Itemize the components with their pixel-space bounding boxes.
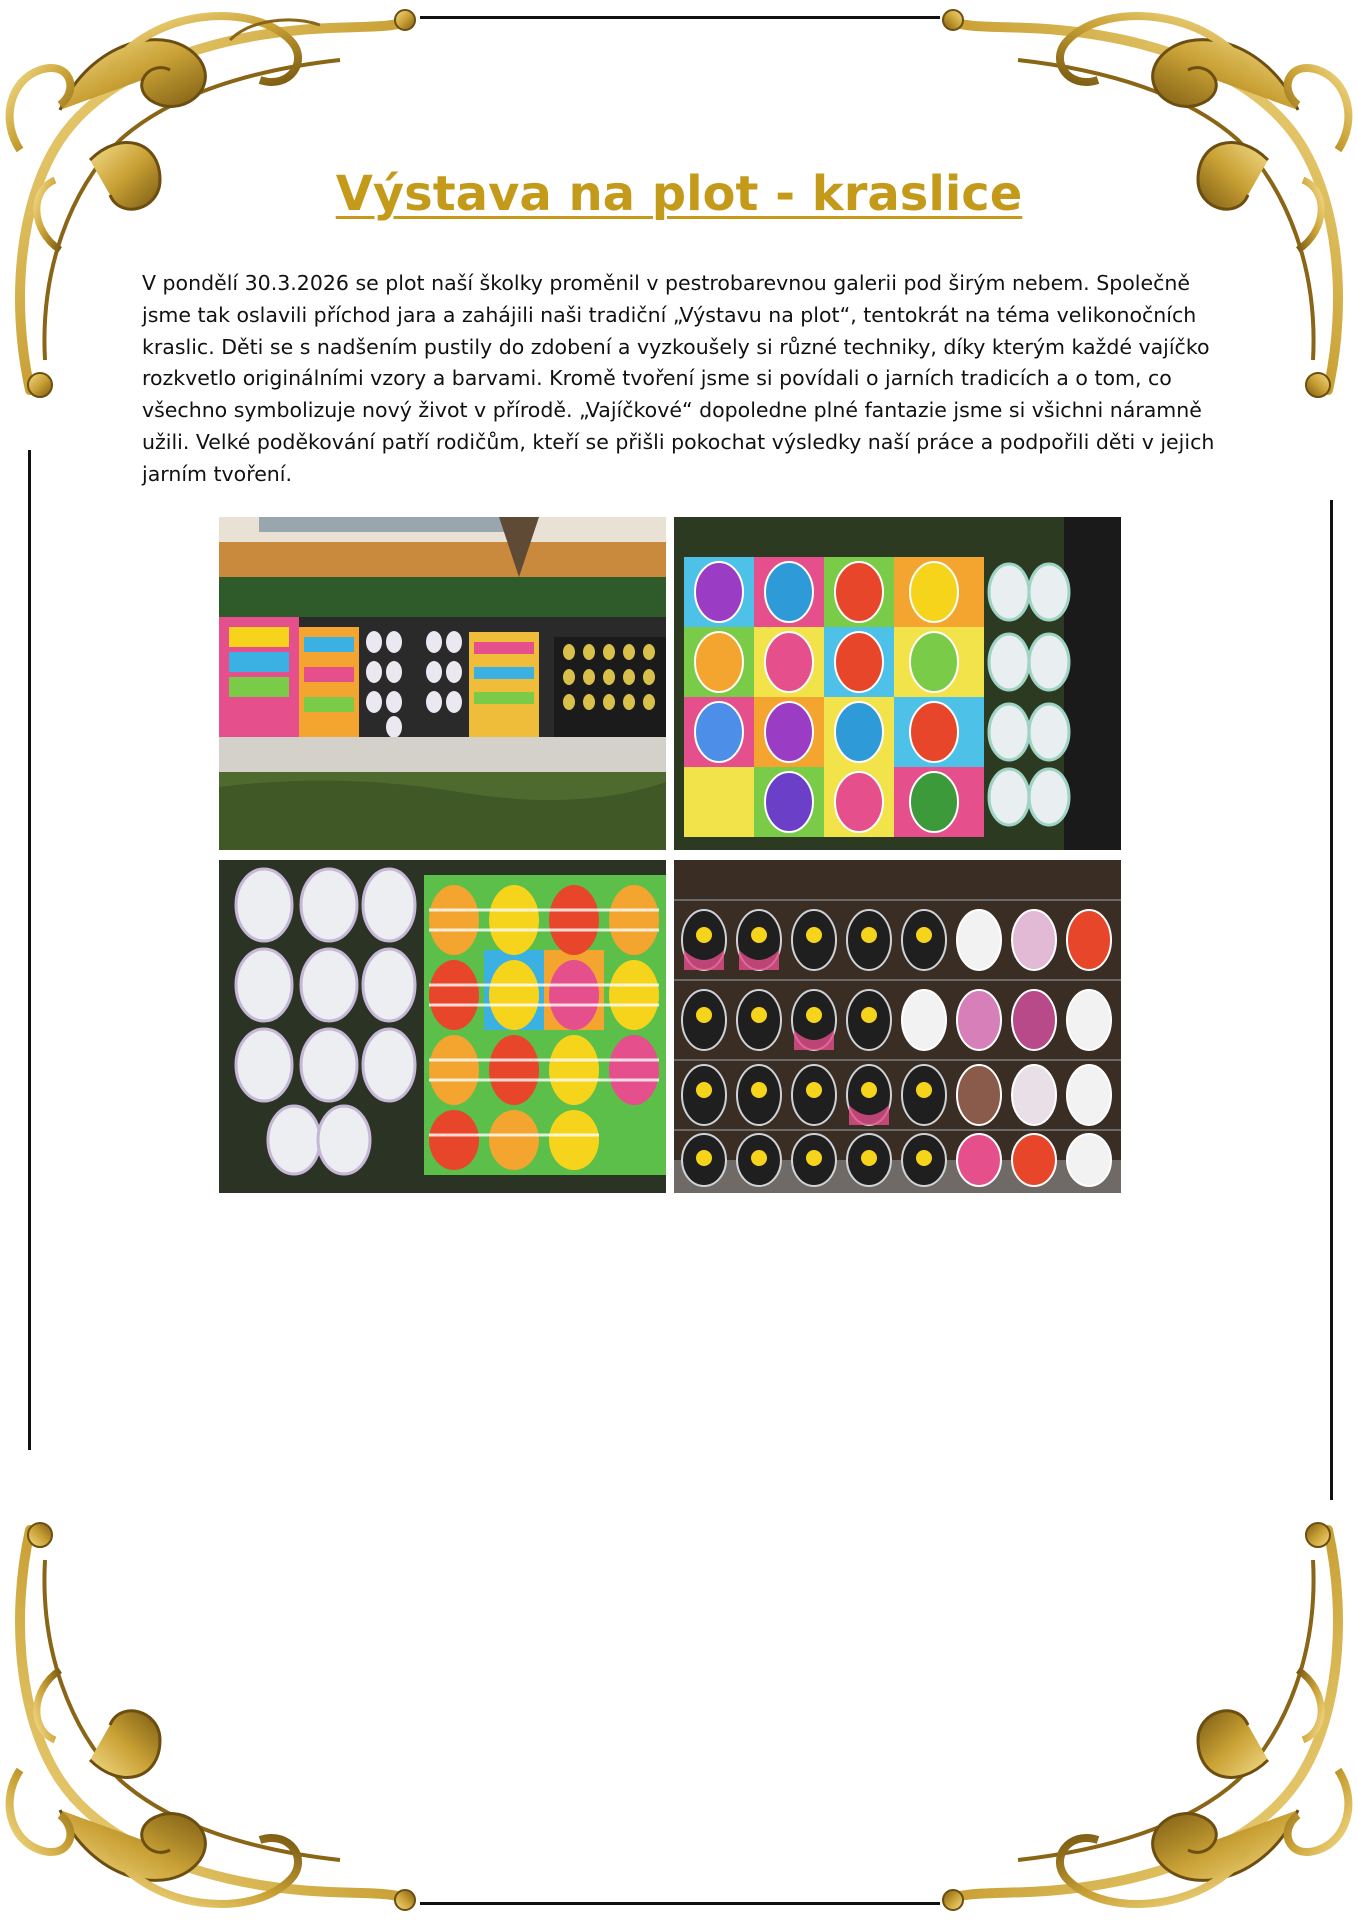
frame-rule-bottom xyxy=(420,1902,940,1905)
photo-colorful-eggs-grid-image xyxy=(674,517,1121,850)
photo-gallery xyxy=(219,517,1121,1193)
frame-rule-top xyxy=(420,16,940,19)
corner-ornament-bottom-left xyxy=(0,1520,420,1920)
photo-fence-overview-image xyxy=(219,517,666,850)
ornament-icon xyxy=(0,1520,420,1920)
frame-rule-left xyxy=(28,450,31,1450)
photo-fence-overview xyxy=(219,517,666,850)
article-text: V pondělí 30.3.2026 se plot naší školky proměnil v pestrobarevnou galerii pod širým nebem. Společně jsme tak oslavili příchod jara a zahájili naši tradiční „Výstavu na plot“, tentokrát na téma velikonočních kraslic. Děti se s nadšením pustily do zdobení a vyzkoušely si různé techniky, díky kterým každé vajíčko rozkvetlo originálními vzory a barvami. Kromě tvoření jsme si povídali o jarních tradicích a o tom, co všechno symbolizuje nový život v přírodě. „Vajíčkové“ dopoledne plné fantazie jsme si všichni náramně užili. Velké poděkování patří rodičům, kteří se přišli pokochat výsledky naší práce a podpořili děti v jejich jarním tvoření. xyxy=(142,271,1215,486)
corner-ornament-bottom-right xyxy=(938,1520,1358,1920)
ornament-icon xyxy=(938,1520,1358,1920)
photo-chick-eggs-image xyxy=(674,860,1121,1193)
page-title: Výstava na plot - kraslice xyxy=(335,166,1023,222)
photo-colorful-eggs-grid xyxy=(674,517,1121,850)
photo-chick-eggs xyxy=(674,860,1121,1193)
photo-striped-eggs xyxy=(219,860,666,1193)
photo-striped-eggs-image xyxy=(219,860,666,1193)
frame-rule-right xyxy=(1330,500,1333,1500)
